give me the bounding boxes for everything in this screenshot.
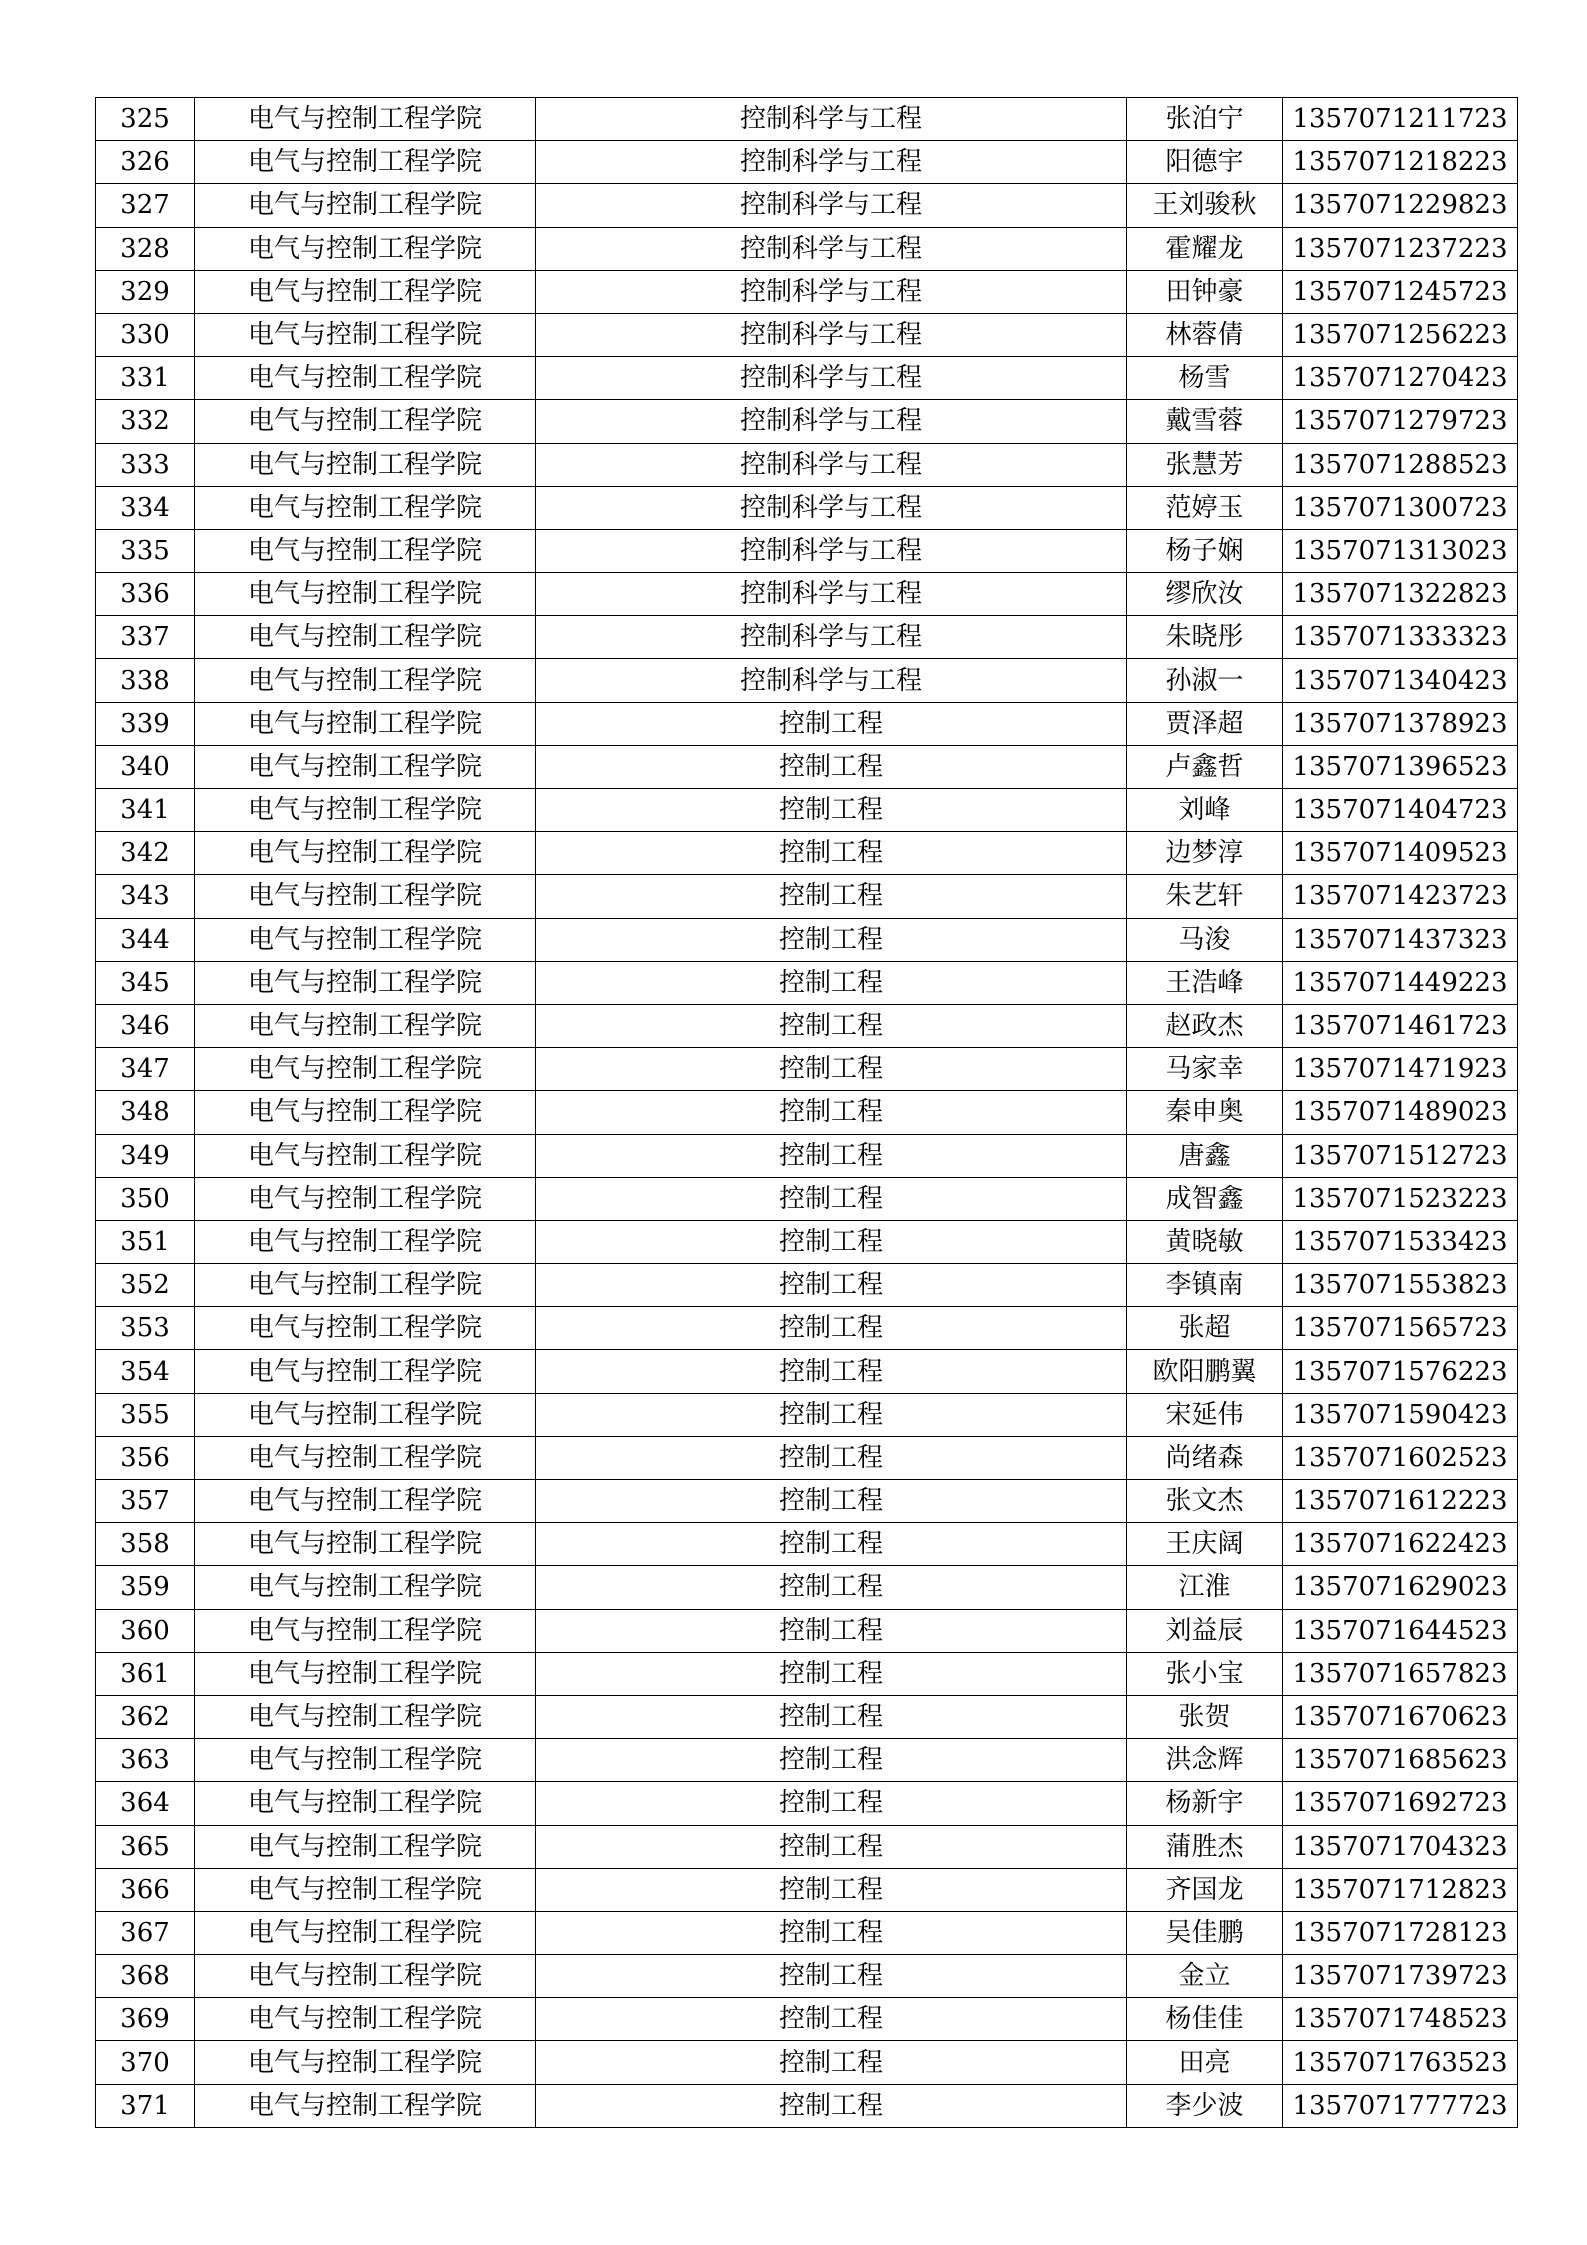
student-name-cell: 齐国龙 xyxy=(1127,1868,1283,1911)
exam-id-cell: 1357071533423 xyxy=(1283,1220,1518,1263)
table-row xyxy=(96,1004,1518,1047)
student-name-cell: 王庆阔 xyxy=(1127,1523,1283,1566)
table-row xyxy=(96,443,1518,486)
college-cell: 电气与控制工程学院 xyxy=(195,357,536,400)
table-row xyxy=(96,486,1518,529)
student-name-cell: 刘峰 xyxy=(1127,789,1283,832)
row-number-cell: 333 xyxy=(96,443,195,486)
student-name-cell: 戴雪蓉 xyxy=(1127,400,1283,443)
table-row xyxy=(96,270,1518,313)
college-cell: 电气与控制工程学院 xyxy=(195,1868,536,1911)
major-cell: 控制工程 xyxy=(536,1652,1127,1695)
major-cell: 控制工程 xyxy=(536,832,1127,875)
table-row xyxy=(96,1955,1518,1998)
exam-id-cell: 1357071333323 xyxy=(1283,616,1518,659)
table-row xyxy=(96,141,1518,184)
row-number-cell: 365 xyxy=(96,1825,195,1868)
college-cell: 电气与控制工程学院 xyxy=(195,2041,536,2084)
table-row xyxy=(96,1048,1518,1091)
college-cell: 电气与控制工程学院 xyxy=(195,184,536,227)
major-cell: 控制工程 xyxy=(536,918,1127,961)
table-row xyxy=(96,1566,1518,1609)
college-cell: 电气与控制工程学院 xyxy=(195,1998,536,2041)
student-name-cell: 杨子娴 xyxy=(1127,529,1283,572)
major-cell: 控制工程 xyxy=(536,1782,1127,1825)
table-row xyxy=(96,1177,1518,1220)
student-name-cell: 田亮 xyxy=(1127,2041,1283,2084)
major-cell: 控制工程 xyxy=(536,745,1127,788)
table-row xyxy=(96,745,1518,788)
exam-id-cell: 1357071657823 xyxy=(1283,1652,1518,1695)
student-name-cell: 赵政杰 xyxy=(1127,1004,1283,1047)
major-cell: 控制工程 xyxy=(536,1048,1127,1091)
student-name-cell: 马家幸 xyxy=(1127,1048,1283,1091)
college-cell: 电气与控制工程学院 xyxy=(195,1652,536,1695)
student-name-cell: 田钟豪 xyxy=(1127,270,1283,313)
student-name-cell: 秦申奥 xyxy=(1127,1091,1283,1134)
college-cell: 电气与控制工程学院 xyxy=(195,659,536,702)
major-cell: 控制科学与工程 xyxy=(536,659,1127,702)
row-number-cell: 361 xyxy=(96,1652,195,1695)
college-cell: 电气与控制工程学院 xyxy=(195,1264,536,1307)
college-cell: 电气与控制工程学院 xyxy=(195,1307,536,1350)
college-cell: 电气与控制工程学院 xyxy=(195,1350,536,1393)
table-row xyxy=(96,1264,1518,1307)
major-cell: 控制科学与工程 xyxy=(536,486,1127,529)
major-cell: 控制工程 xyxy=(536,1004,1127,1047)
row-number-cell: 335 xyxy=(96,529,195,572)
major-cell: 控制科学与工程 xyxy=(536,573,1127,616)
major-cell: 控制工程 xyxy=(536,1264,1127,1307)
major-cell: 控制工程 xyxy=(536,1523,1127,1566)
major-cell: 控制科学与工程 xyxy=(536,141,1127,184)
exam-id-cell: 1357071229823 xyxy=(1283,184,1518,227)
row-number-cell: 344 xyxy=(96,918,195,961)
exam-id-cell: 1357071471923 xyxy=(1283,1048,1518,1091)
major-cell: 控制科学与工程 xyxy=(536,400,1127,443)
exam-id-cell: 1357071523223 xyxy=(1283,1177,1518,1220)
table-row xyxy=(96,1350,1518,1393)
row-number-cell: 349 xyxy=(96,1134,195,1177)
major-cell: 控制工程 xyxy=(536,1220,1127,1263)
table-row xyxy=(96,1868,1518,1911)
student-name-cell: 江淮 xyxy=(1127,1566,1283,1609)
college-cell: 电气与控制工程学院 xyxy=(195,98,536,141)
major-cell: 控制科学与工程 xyxy=(536,357,1127,400)
table-row xyxy=(96,1695,1518,1738)
major-cell: 控制工程 xyxy=(536,1998,1127,2041)
student-name-cell: 卢鑫哲 xyxy=(1127,745,1283,788)
table-row xyxy=(96,1739,1518,1782)
major-cell: 控制科学与工程 xyxy=(536,443,1127,486)
student-name-cell: 刘益辰 xyxy=(1127,1609,1283,1652)
college-cell: 电气与控制工程学院 xyxy=(195,1825,536,1868)
exam-id-cell: 1357071340423 xyxy=(1283,659,1518,702)
college-cell: 电气与控制工程学院 xyxy=(195,918,536,961)
exam-id-cell: 1357071622423 xyxy=(1283,1523,1518,1566)
major-cell: 控制工程 xyxy=(536,1609,1127,1652)
exam-id-cell: 1357071322823 xyxy=(1283,573,1518,616)
student-name-cell: 张慧芳 xyxy=(1127,443,1283,486)
exam-id-cell: 1357071461723 xyxy=(1283,1004,1518,1047)
exam-id-cell: 1357071685623 xyxy=(1283,1739,1518,1782)
exam-id-cell: 1357071728123 xyxy=(1283,1911,1518,1954)
college-cell: 电气与控制工程学院 xyxy=(195,875,536,918)
student-name-cell: 边梦淳 xyxy=(1127,832,1283,875)
row-number-cell: 353 xyxy=(96,1307,195,1350)
college-cell: 电气与控制工程学院 xyxy=(195,1393,536,1436)
college-cell: 电气与控制工程学院 xyxy=(195,400,536,443)
table-row xyxy=(96,702,1518,745)
major-cell: 控制工程 xyxy=(536,1739,1127,1782)
table-row xyxy=(96,1825,1518,1868)
table-row xyxy=(96,1220,1518,1263)
row-number-cell: 352 xyxy=(96,1264,195,1307)
major-cell: 控制科学与工程 xyxy=(536,98,1127,141)
table-row xyxy=(96,313,1518,356)
student-name-cell: 王浩峰 xyxy=(1127,961,1283,1004)
major-cell: 控制工程 xyxy=(536,1955,1127,1998)
college-cell: 电气与控制工程学院 xyxy=(195,1048,536,1091)
major-cell: 控制工程 xyxy=(536,1350,1127,1393)
row-number-cell: 370 xyxy=(96,2041,195,2084)
student-name-cell: 缪欣汝 xyxy=(1127,573,1283,616)
table-row xyxy=(96,875,1518,918)
row-number-cell: 367 xyxy=(96,1911,195,1954)
row-number-cell: 364 xyxy=(96,1782,195,1825)
student-name-cell: 成智鑫 xyxy=(1127,1177,1283,1220)
exam-id-cell: 1357071437323 xyxy=(1283,918,1518,961)
major-cell: 控制科学与工程 xyxy=(536,616,1127,659)
student-name-cell: 朱艺轩 xyxy=(1127,875,1283,918)
table-row xyxy=(96,529,1518,572)
row-number-cell: 351 xyxy=(96,1220,195,1263)
college-cell: 电气与控制工程学院 xyxy=(195,1091,536,1134)
student-name-cell: 杨雪 xyxy=(1127,357,1283,400)
college-cell: 电气与控制工程学院 xyxy=(195,789,536,832)
row-number-cell: 363 xyxy=(96,1739,195,1782)
student-name-cell: 朱晓彤 xyxy=(1127,616,1283,659)
row-number-cell: 339 xyxy=(96,702,195,745)
row-number-cell: 347 xyxy=(96,1048,195,1091)
student-name-cell: 尚绪森 xyxy=(1127,1436,1283,1479)
table-row xyxy=(96,1436,1518,1479)
student-name-cell: 阳德宇 xyxy=(1127,141,1283,184)
major-cell: 控制工程 xyxy=(536,1825,1127,1868)
exam-id-cell: 1357071777723 xyxy=(1283,2084,1518,2127)
exam-id-cell: 1357071300723 xyxy=(1283,486,1518,529)
table-row xyxy=(96,357,1518,400)
student-name-cell: 洪念辉 xyxy=(1127,1739,1283,1782)
college-cell: 电气与控制工程学院 xyxy=(195,227,536,270)
student-name-cell: 王刘骏秋 xyxy=(1127,184,1283,227)
exam-id-cell: 1357071423723 xyxy=(1283,875,1518,918)
exam-id-cell: 1357071279723 xyxy=(1283,400,1518,443)
row-number-cell: 360 xyxy=(96,1609,195,1652)
college-cell: 电气与控制工程学院 xyxy=(195,313,536,356)
major-cell: 控制科学与工程 xyxy=(536,313,1127,356)
row-number-cell: 369 xyxy=(96,1998,195,2041)
student-name-cell: 蒲胜杰 xyxy=(1127,1825,1283,1868)
table-row xyxy=(96,789,1518,832)
table-row xyxy=(96,1523,1518,1566)
table-row xyxy=(96,1609,1518,1652)
row-number-cell: 337 xyxy=(96,616,195,659)
student-name-cell: 马浚 xyxy=(1127,918,1283,961)
college-cell: 电气与控制工程学院 xyxy=(195,961,536,1004)
college-cell: 电气与控制工程学院 xyxy=(195,1566,536,1609)
major-cell: 控制工程 xyxy=(536,1436,1127,1479)
row-number-cell: 334 xyxy=(96,486,195,529)
row-number-cell: 359 xyxy=(96,1566,195,1609)
college-cell: 电气与控制工程学院 xyxy=(195,1609,536,1652)
table-row xyxy=(96,1307,1518,1350)
student-name-cell: 张超 xyxy=(1127,1307,1283,1350)
student-name-cell: 张小宝 xyxy=(1127,1652,1283,1695)
row-number-cell: 325 xyxy=(96,98,195,141)
row-number-cell: 357 xyxy=(96,1480,195,1523)
row-number-cell: 371 xyxy=(96,2084,195,2127)
student-name-cell: 吴佳鹏 xyxy=(1127,1911,1283,1954)
college-cell: 电气与控制工程学院 xyxy=(195,1911,536,1954)
row-number-cell: 338 xyxy=(96,659,195,702)
row-number-cell: 329 xyxy=(96,270,195,313)
table-row xyxy=(96,2041,1518,2084)
college-cell: 电气与控制工程学院 xyxy=(195,573,536,616)
roster-body xyxy=(96,98,1518,2128)
student-name-cell: 唐鑫 xyxy=(1127,1134,1283,1177)
student-name-cell: 李少波 xyxy=(1127,2084,1283,2127)
row-number-cell: 368 xyxy=(96,1955,195,1998)
row-number-cell: 326 xyxy=(96,141,195,184)
table-row xyxy=(96,1911,1518,1954)
student-name-cell: 金立 xyxy=(1127,1955,1283,1998)
exam-id-cell: 1357071396523 xyxy=(1283,745,1518,788)
table-row xyxy=(96,1998,1518,2041)
college-cell: 电气与控制工程学院 xyxy=(195,1134,536,1177)
row-number-cell: 340 xyxy=(96,745,195,788)
student-name-cell: 林蓉倩 xyxy=(1127,313,1283,356)
college-cell: 电气与控制工程学院 xyxy=(195,1695,536,1738)
exam-id-cell: 1357071704323 xyxy=(1283,1825,1518,1868)
major-cell: 控制工程 xyxy=(536,702,1127,745)
college-cell: 电气与控制工程学院 xyxy=(195,529,536,572)
row-number-cell: 346 xyxy=(96,1004,195,1047)
student-name-cell: 欧阳鹏翼 xyxy=(1127,1350,1283,1393)
exam-id-cell: 1357071644523 xyxy=(1283,1609,1518,1652)
major-cell: 控制工程 xyxy=(536,1091,1127,1134)
exam-id-cell: 1357071378923 xyxy=(1283,702,1518,745)
college-cell: 电气与控制工程学院 xyxy=(195,1436,536,1479)
exam-id-cell: 1357071670623 xyxy=(1283,1695,1518,1738)
table-row xyxy=(96,184,1518,227)
student-name-cell: 张贺 xyxy=(1127,1695,1283,1738)
exam-id-cell: 1357071211723 xyxy=(1283,98,1518,141)
row-number-cell: 330 xyxy=(96,313,195,356)
major-cell: 控制工程 xyxy=(536,1566,1127,1609)
student-name-cell: 孙淑一 xyxy=(1127,659,1283,702)
exam-id-cell: 1357071712823 xyxy=(1283,1868,1518,1911)
college-cell: 电气与控制工程学院 xyxy=(195,1955,536,1998)
student-name-cell: 霍耀龙 xyxy=(1127,227,1283,270)
college-cell: 电气与控制工程学院 xyxy=(195,1523,536,1566)
row-number-cell: 343 xyxy=(96,875,195,918)
exam-id-cell: 1357071245723 xyxy=(1283,270,1518,313)
student-name-cell: 张文杰 xyxy=(1127,1480,1283,1523)
college-cell: 电气与控制工程学院 xyxy=(195,1004,536,1047)
exam-id-cell: 1357071404723 xyxy=(1283,789,1518,832)
table-row xyxy=(96,573,1518,616)
exam-id-cell: 1357071763523 xyxy=(1283,2041,1518,2084)
student-name-cell: 张泊宁 xyxy=(1127,98,1283,141)
college-cell: 电气与控制工程学院 xyxy=(195,832,536,875)
table-row xyxy=(96,400,1518,443)
exam-id-cell: 1357071237223 xyxy=(1283,227,1518,270)
major-cell: 控制工程 xyxy=(536,1177,1127,1220)
row-number-cell: 336 xyxy=(96,573,195,616)
table-row xyxy=(96,2084,1518,2127)
row-number-cell: 341 xyxy=(96,789,195,832)
major-cell: 控制科学与工程 xyxy=(536,227,1127,270)
exam-id-cell: 1357071218223 xyxy=(1283,141,1518,184)
table-row xyxy=(96,98,1518,141)
table-row xyxy=(96,1480,1518,1523)
major-cell: 控制工程 xyxy=(536,1868,1127,1911)
college-cell: 电气与控制工程学院 xyxy=(195,2084,536,2127)
table-row xyxy=(96,1393,1518,1436)
exam-id-cell: 1357071612223 xyxy=(1283,1480,1518,1523)
exam-id-cell: 1357071288523 xyxy=(1283,443,1518,486)
exam-id-cell: 1357071602523 xyxy=(1283,1436,1518,1479)
college-cell: 电气与控制工程学院 xyxy=(195,1782,536,1825)
row-number-cell: 345 xyxy=(96,961,195,1004)
student-name-cell: 李镇南 xyxy=(1127,1264,1283,1307)
row-number-cell: 327 xyxy=(96,184,195,227)
college-cell: 电气与控制工程学院 xyxy=(195,270,536,313)
exam-id-cell: 1357071739723 xyxy=(1283,1955,1518,1998)
major-cell: 控制科学与工程 xyxy=(536,529,1127,572)
major-cell: 控制科学与工程 xyxy=(536,270,1127,313)
college-cell: 电气与控制工程学院 xyxy=(195,1739,536,1782)
table-row xyxy=(96,832,1518,875)
college-cell: 电气与控制工程学院 xyxy=(195,443,536,486)
row-number-cell: 348 xyxy=(96,1091,195,1134)
exam-id-cell: 1357071270423 xyxy=(1283,357,1518,400)
major-cell: 控制工程 xyxy=(536,1393,1127,1436)
student-name-cell: 贾泽超 xyxy=(1127,702,1283,745)
college-cell: 电气与控制工程学院 xyxy=(195,1220,536,1263)
major-cell: 控制工程 xyxy=(536,961,1127,1004)
exam-id-cell: 1357071449223 xyxy=(1283,961,1518,1004)
row-number-cell: 332 xyxy=(96,400,195,443)
student-name-cell: 范婷玉 xyxy=(1127,486,1283,529)
table-row xyxy=(96,659,1518,702)
row-number-cell: 358 xyxy=(96,1523,195,1566)
row-number-cell: 350 xyxy=(96,1177,195,1220)
exam-id-cell: 1357071692723 xyxy=(1283,1782,1518,1825)
row-number-cell: 331 xyxy=(96,357,195,400)
college-cell: 电气与控制工程学院 xyxy=(195,486,536,529)
exam-id-cell: 1357071313023 xyxy=(1283,529,1518,572)
exam-id-cell: 1357071748523 xyxy=(1283,1998,1518,2041)
college-cell: 电气与控制工程学院 xyxy=(195,616,536,659)
student-name-cell: 杨新宇 xyxy=(1127,1782,1283,1825)
row-number-cell: 328 xyxy=(96,227,195,270)
row-number-cell: 356 xyxy=(96,1436,195,1479)
college-cell: 电气与控制工程学院 xyxy=(195,702,536,745)
major-cell: 控制工程 xyxy=(536,789,1127,832)
major-cell: 控制工程 xyxy=(536,1695,1127,1738)
exam-id-cell: 1357071590423 xyxy=(1283,1393,1518,1436)
row-number-cell: 342 xyxy=(96,832,195,875)
exam-id-cell: 1357071565723 xyxy=(1283,1307,1518,1350)
exam-id-cell: 1357071409523 xyxy=(1283,832,1518,875)
table-row xyxy=(96,1652,1518,1695)
college-cell: 电气与控制工程学院 xyxy=(195,1480,536,1523)
exam-id-cell: 1357071576223 xyxy=(1283,1350,1518,1393)
table-row xyxy=(96,961,1518,1004)
major-cell: 控制工程 xyxy=(536,1480,1127,1523)
table-row xyxy=(96,616,1518,659)
major-cell: 控制科学与工程 xyxy=(536,184,1127,227)
table-row xyxy=(96,227,1518,270)
table-row xyxy=(96,918,1518,961)
table-row xyxy=(96,1091,1518,1134)
table-row xyxy=(96,1134,1518,1177)
row-number-cell: 354 xyxy=(96,1350,195,1393)
row-number-cell: 362 xyxy=(96,1695,195,1738)
roster-table xyxy=(95,97,1518,2128)
row-number-cell: 366 xyxy=(96,1868,195,1911)
student-name-cell: 黄晓敏 xyxy=(1127,1220,1283,1263)
student-name-cell: 杨佳佳 xyxy=(1127,1998,1283,2041)
major-cell: 控制工程 xyxy=(536,1307,1127,1350)
major-cell: 控制工程 xyxy=(536,1134,1127,1177)
exam-id-cell: 1357071489023 xyxy=(1283,1091,1518,1134)
student-name-cell: 宋延伟 xyxy=(1127,1393,1283,1436)
major-cell: 控制工程 xyxy=(536,1911,1127,1954)
exam-id-cell: 1357071256223 xyxy=(1283,313,1518,356)
college-cell: 电气与控制工程学院 xyxy=(195,1177,536,1220)
exam-id-cell: 1357071553823 xyxy=(1283,1264,1518,1307)
college-cell: 电气与控制工程学院 xyxy=(195,745,536,788)
major-cell: 控制工程 xyxy=(536,2041,1127,2084)
major-cell: 控制工程 xyxy=(536,875,1127,918)
exam-id-cell: 1357071629023 xyxy=(1283,1566,1518,1609)
major-cell: 控制工程 xyxy=(536,2084,1127,2127)
table-row xyxy=(96,1782,1518,1825)
row-number-cell: 355 xyxy=(96,1393,195,1436)
college-cell: 电气与控制工程学院 xyxy=(195,141,536,184)
exam-id-cell: 1357071512723 xyxy=(1283,1134,1518,1177)
